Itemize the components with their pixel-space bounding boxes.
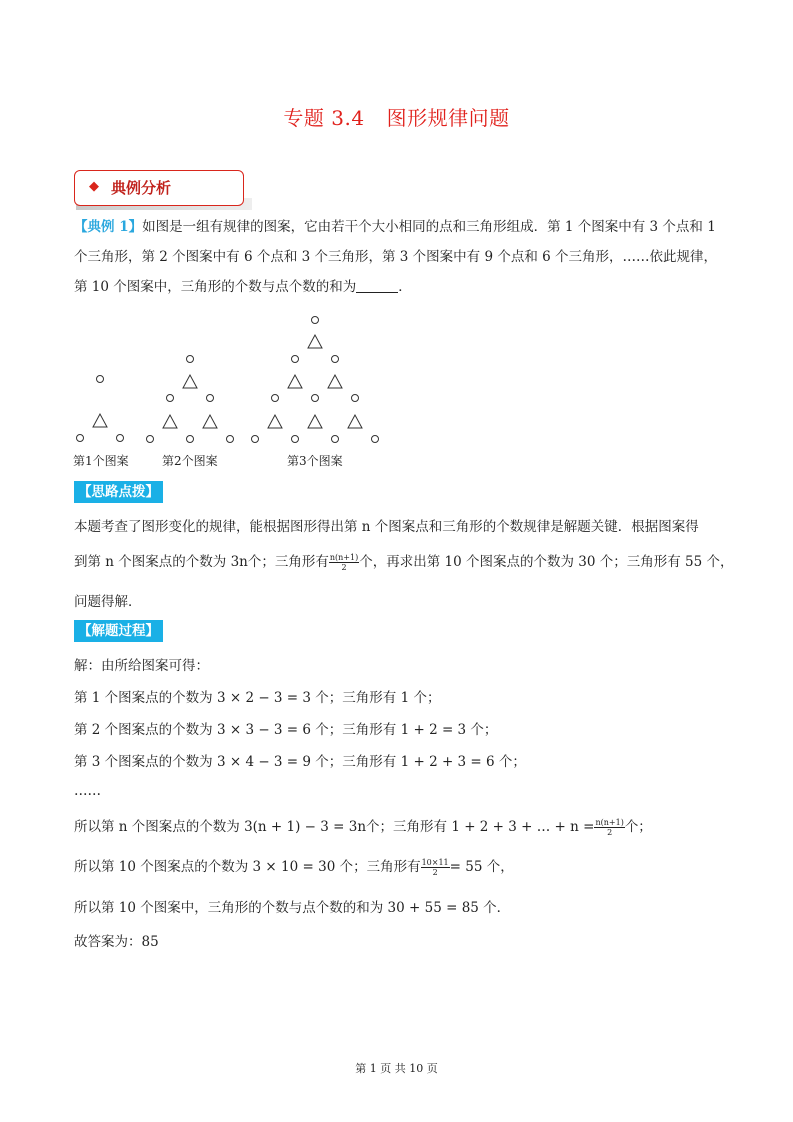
solution-line-0: 解：由所给图案可得： [74, 658, 209, 674]
dot [272, 395, 279, 402]
solution-line-1: 第 1 个图案点的个数为 3 × 2 − 3 = 3 个；三角形有 1 个； [74, 690, 441, 706]
solution-line-5a: 所以第 n 个图案点的个数为 3(n + 1) − 3 = 3n个；三角形有 1 + 2 + 3 + … + n = [74, 819, 595, 835]
triangle [348, 415, 362, 428]
dot [187, 436, 194, 443]
pattern-figure [70, 310, 390, 470]
hint-line-2 [74, 550, 734, 572]
triangle [163, 415, 177, 428]
dot [227, 436, 234, 443]
dot [372, 436, 379, 443]
solution-line-5 [74, 815, 652, 837]
dot [332, 356, 339, 363]
dot [332, 436, 339, 443]
solution-line-5b: 个； [624, 819, 652, 835]
caption-1: 第1个图案 [73, 454, 129, 468]
fraction: $\frac{10\times 11}{2}$ [421, 858, 449, 877]
diamond-icon: ◆ [89, 179, 99, 194]
solution-line-8: 故答案为：85 [74, 934, 159, 950]
solution-line-6a: 所以第 10 个图案点的个数为 3 × 10 = 30 个；三角形有 [74, 859, 421, 875]
solution-line-7: 所以第 10 个图案中，三角形的个数与点个数的和为 30 + 55 = 85 个． [74, 900, 511, 916]
hint-tag: 【思路点拨】 [74, 481, 163, 503]
solution-tag: 【解题过程】 [74, 620, 163, 642]
caption-3: 第3个图案 [287, 454, 343, 468]
dot [312, 317, 319, 324]
solution-line-4: …… [74, 783, 101, 799]
fraction: $\frac{n(n+1)}{2}$ [329, 553, 359, 572]
solution-line-6b: = 55 个， [449, 859, 514, 875]
dot [97, 376, 104, 383]
example-end: ． [398, 279, 412, 295]
section-label: 典例分析 [111, 179, 172, 197]
hint-line-2a: 到第 n 个图案点的个数为 3n个；三角形有 [74, 554, 329, 570]
title-text: 图形规律问题 [386, 106, 510, 130]
dot [147, 436, 154, 443]
example-paragraph [74, 212, 724, 302]
dot [207, 395, 214, 402]
dot [167, 395, 174, 402]
dot [352, 395, 359, 402]
dot [252, 436, 259, 443]
hint-line-2b: 个，再求出第 10 个图案点的个数为 30 个；三角形有 55 个， [359, 554, 734, 570]
hint-line-1: 本题考查了图形变化的规律，能根据图形得出第 n 个图案点和三角形的个数规律是解题关键．根据图案得 [74, 519, 699, 535]
example-tag: 【典例 1】 [74, 219, 143, 235]
page-title [0, 102, 793, 131]
example-text: 如图是一组有规律的图案，它由若干个大小相同的点和三角形组成．第 1 个图案中有 3 个点和 1 个三角形，第 2 个图案中有 6 个点和 3 个三角形，第 3 个图案中有 9 个点和 6 个三角形，……依此规律，第 10 个图案中，三角形的个数与点个数的和为 [74, 219, 718, 295]
triangle [183, 375, 197, 388]
triangle [203, 415, 217, 428]
fraction: $\frac{n(n+1)}{2}$ [595, 818, 624, 837]
title-number: 专题 3.4 [283, 106, 365, 130]
solution-line-2: 第 2 个图案点的个数为 3 × 3 − 3 = 6 个；三角形有 1 + 2 = 3 个； [74, 722, 498, 738]
caption-2: 第2个图案 [162, 454, 218, 468]
dot [312, 395, 319, 402]
triangle [288, 375, 302, 388]
dot [292, 356, 299, 363]
solution-line-6 [74, 855, 514, 877]
hint-line-3: 问题得解． [74, 594, 142, 610]
dot [77, 435, 84, 442]
section-header [74, 170, 244, 206]
dot [187, 356, 194, 363]
answer-blank [356, 278, 398, 293]
solution-line-3: 第 3 个图案点的个数为 3 × 4 − 3 = 9 个；三角形有 1 + 2 + 3 = 6 个； [74, 754, 526, 770]
triangle [328, 375, 342, 388]
triangle [308, 335, 322, 348]
triangle [308, 415, 322, 428]
triangle [268, 415, 282, 428]
dot [117, 435, 124, 442]
triangle [93, 414, 107, 427]
dot [292, 436, 299, 443]
page-footer: 第 1 页 共 10 页 [355, 1062, 438, 1075]
